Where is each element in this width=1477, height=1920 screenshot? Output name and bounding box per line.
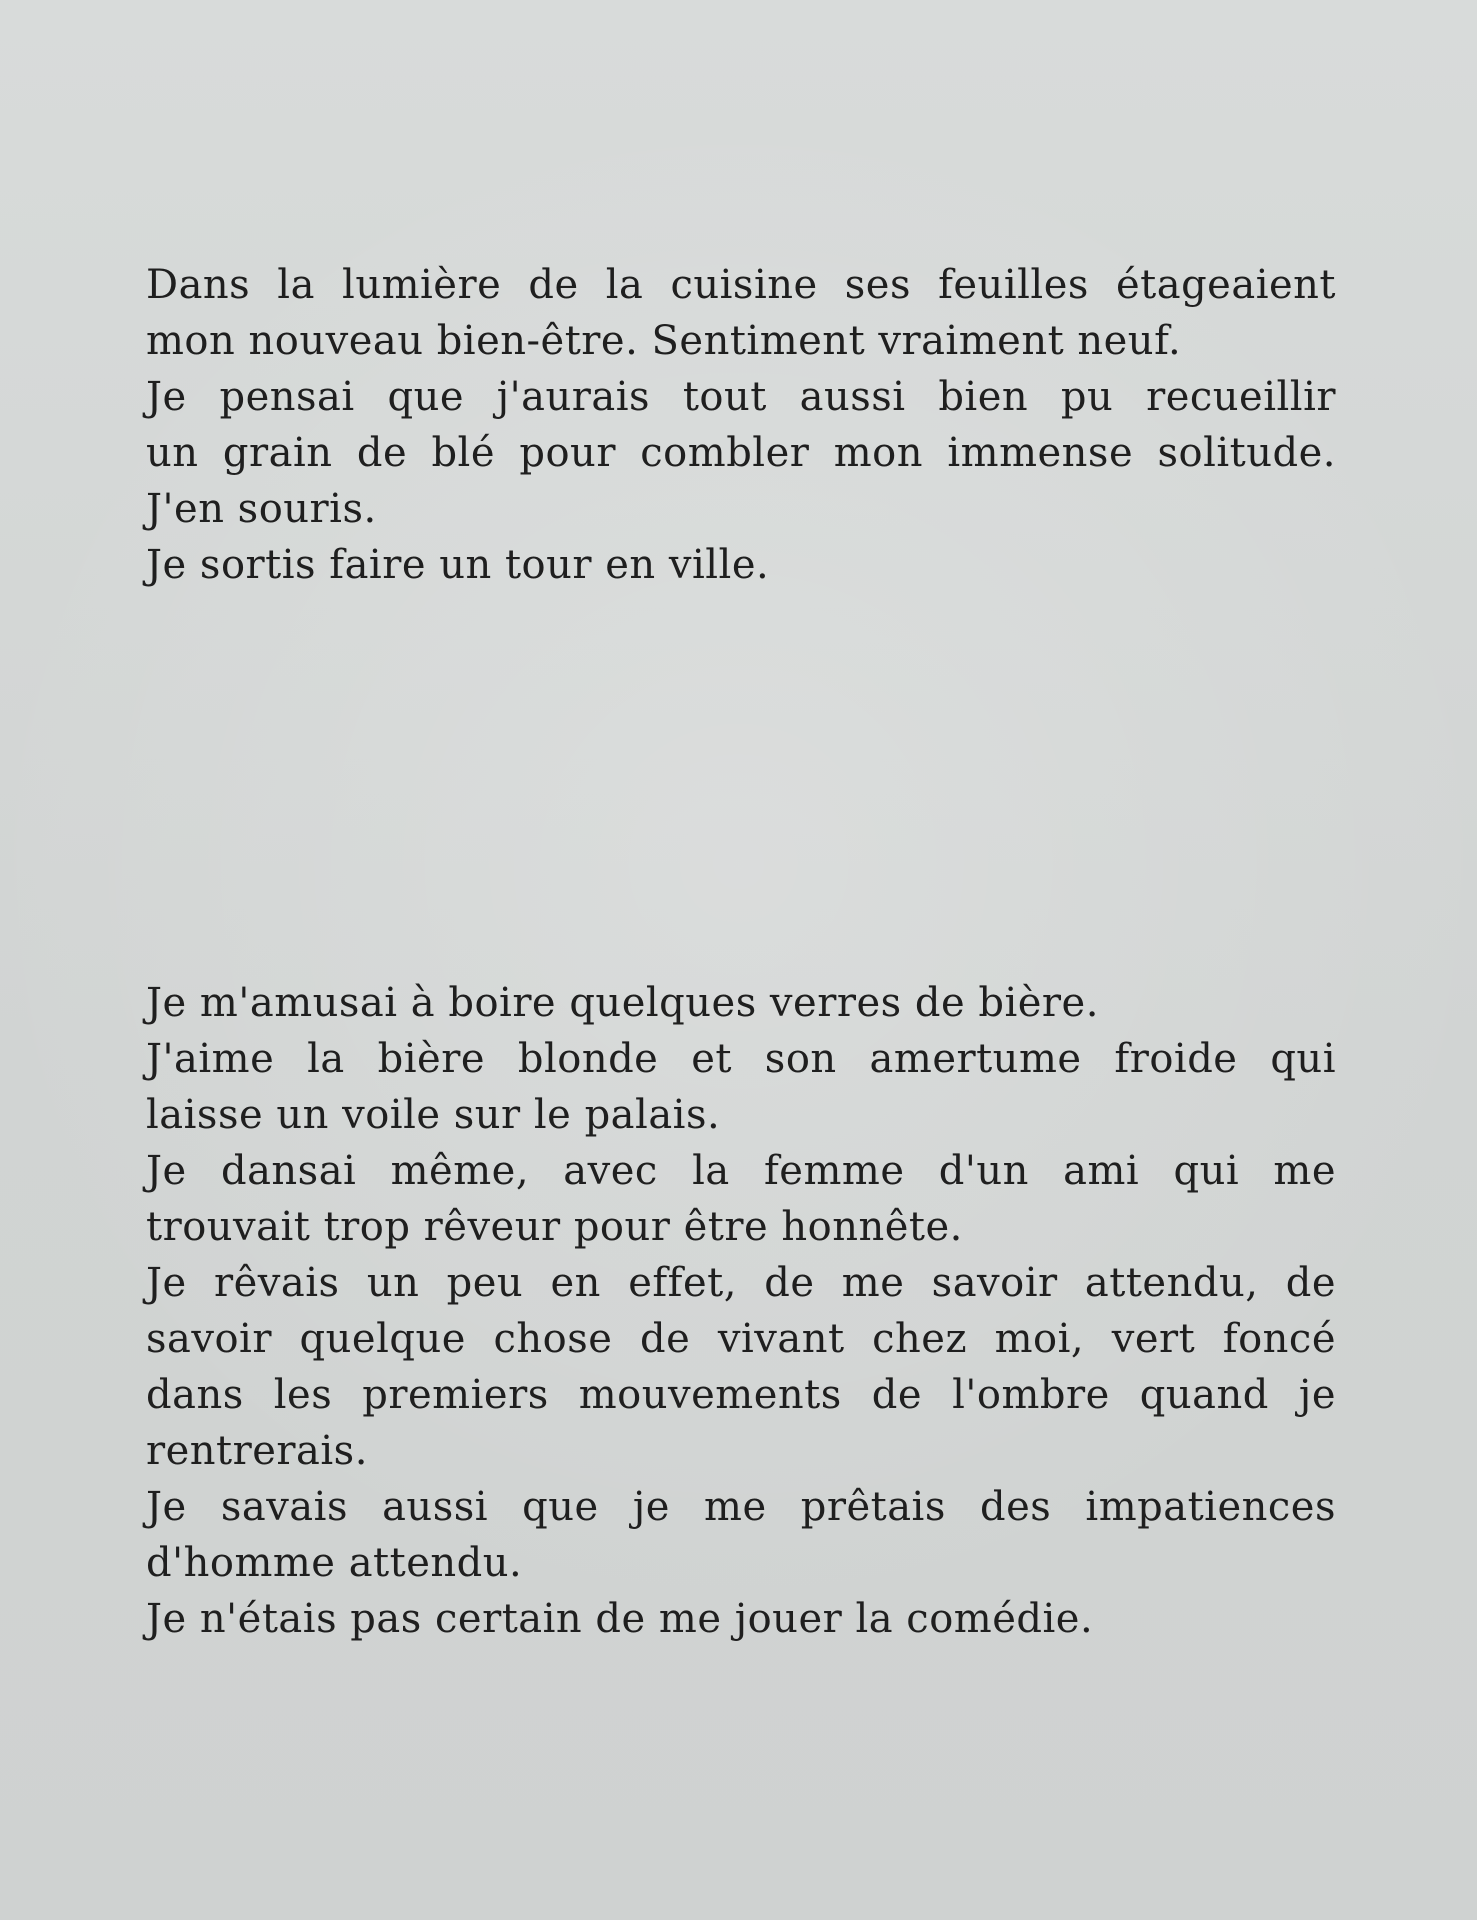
text-line: un grain de blé pour combler mon immense solitude. [146,430,1336,476]
text-line: J'aime la bière blonde et son amertume froide qui [146,1036,1336,1082]
text-line: trouvait trop rêveur pour être honnête. [146,1204,963,1250]
text-line: d'homme attendu. [146,1540,523,1586]
text-line: J'en souris. [146,486,377,532]
text-line: Je pensai que j'aurais tout aussi bien pu recueillir [146,374,1336,420]
text-line: Je rêvais un peu en effet, de me savoir attendu, de [146,1260,1336,1306]
paragraph-1 [146,257,1336,593]
text-line: Je m'amusai à boire quelques verres de bière. [146,980,1099,1026]
text-line: mon nouveau bien-être. Sentiment vraiment neuf. [146,318,1182,364]
text-line: Je dansai même, avec la femme d'un ami qui me [146,1148,1336,1194]
text-line: laisse un voile sur le palais. [146,1092,721,1138]
text-line: rentrerais. [146,1428,368,1474]
text-line: Je n'étais pas certain de me jouer la comédie. [146,1596,1094,1642]
text-line: Dans la lumière de la cuisine ses feuilles étageaient [146,262,1336,308]
text-line: savoir quelque chose de vivant chez moi, vert foncé [146,1316,1336,1362]
text-line: dans les premiers mouvements de l'ombre quand je [146,1372,1336,1418]
text-line: Je sortis faire un tour en ville. [146,542,770,588]
paragraph-2 [146,975,1336,1647]
text-line: Je savais aussi que je me prêtais des impatiences [146,1484,1336,1530]
